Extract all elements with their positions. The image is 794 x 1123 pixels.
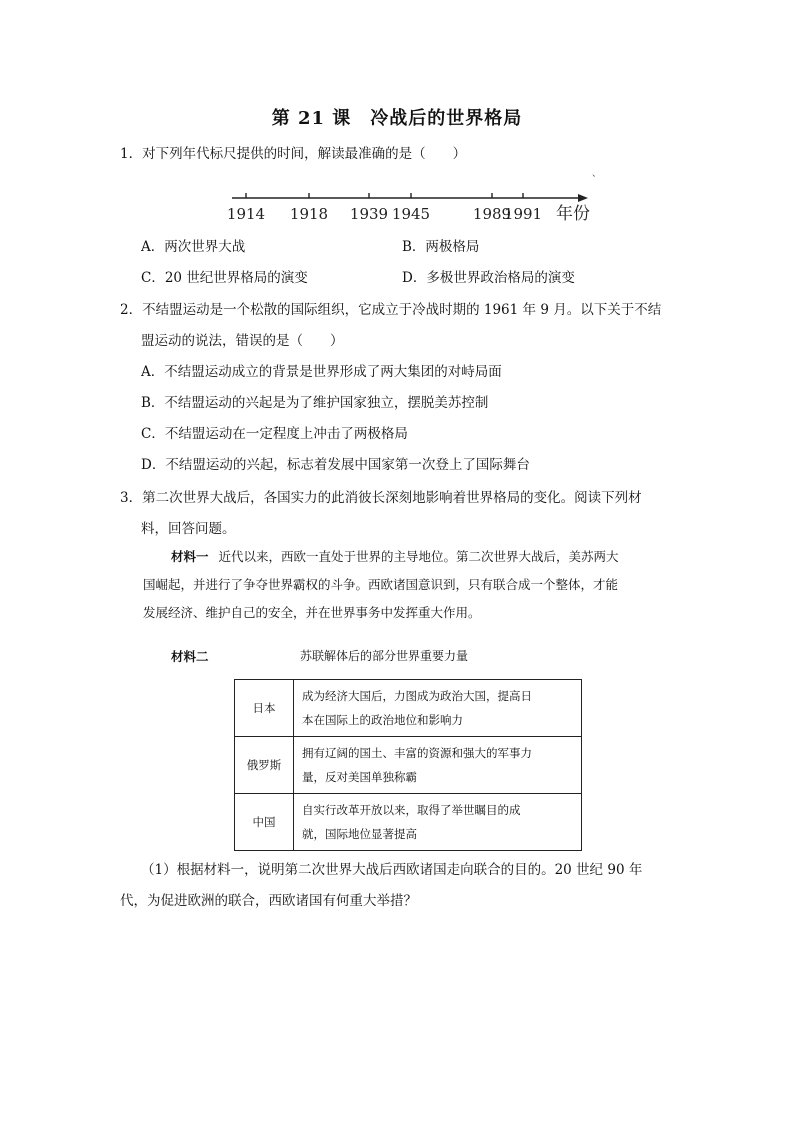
material-one-line1: 近代以来，西欧一直处于世界的主导地位。第二次世界大战后，美苏两大 xyxy=(218,549,619,564)
description-line: 成为经济大国后，力图成为政治大国，提高日 xyxy=(302,689,532,703)
country-cell: 日本 xyxy=(235,680,294,737)
material-two-label: 材料二 xyxy=(171,649,209,664)
page-title: 第 21 课 冷战后的世界格局 xyxy=(271,108,523,129)
country-cell: 俄罗斯 xyxy=(235,737,294,794)
description-line: 量，反对美国单独称霸 xyxy=(302,770,417,784)
description-cell xyxy=(294,680,582,737)
timeline-year-label: 1939 xyxy=(349,205,389,223)
q2-option-c[interactable]: C．不结盟运动在一定程度上冲击了两极格局 xyxy=(141,426,408,442)
timeline-year-label: 1945 xyxy=(391,205,431,223)
q1-option-b[interactable]: B．两极格局 xyxy=(402,239,480,255)
q1-stem: 1．对下列年代标尺提供的时间，解读最准确的是（ ） xyxy=(120,146,467,162)
q1-option-d[interactable]: D．多极世界政治格局的演变 xyxy=(402,270,575,286)
description-line: 自实行改革开放以来，取得了举世瞩目的成 xyxy=(302,803,521,817)
timeline-unit-label: 年份 xyxy=(556,204,590,224)
table-row xyxy=(235,794,582,851)
timeline-arrow xyxy=(578,194,588,202)
timeline-year-label: 1918 xyxy=(289,205,329,223)
material-two-caption: 苏联解体后的部分世界重要力量 xyxy=(300,649,469,663)
description-cell xyxy=(294,794,582,851)
world-powers-table xyxy=(234,679,582,851)
q2-option-b[interactable]: B．不结盟运动的兴起是为了维护国家独立，摆脱美苏控制 xyxy=(141,395,489,411)
material-one-label: 材料一 xyxy=(171,549,209,564)
q2-stem-line2: 盟运动的说法，错误的是（ ） xyxy=(141,333,344,349)
table-row xyxy=(235,737,582,794)
description-line: 本在国际上的政治地位和影响力 xyxy=(302,713,463,727)
table-row xyxy=(235,680,582,737)
q3-sub1-line1: （1）根据材料一，说明第二次世界大战后西欧诸国走向联合的目的。20 世纪 90 年 xyxy=(141,862,643,878)
q2-option-a[interactable]: A．不结盟运动成立的背景是世界形成了两大集团的对峙局面 xyxy=(141,364,502,380)
timeline-year-label: 1989 xyxy=(472,205,512,223)
description-line: 就，国际地位显著提高 xyxy=(302,827,417,841)
q1-option-c[interactable]: C．20 世纪世界格局的演变 xyxy=(141,270,308,286)
description-cell xyxy=(294,737,582,794)
q2-option-d[interactable]: D．不结盟运动的兴起，标志着发展中国家第一次登上了国际舞台 xyxy=(141,457,530,473)
timeline-ruler xyxy=(226,186,596,232)
q3-stem-line1: 3．第二次世界大战后，各国实力的此消彼长深刻地影响着世界格局的变化。阅读下列材 xyxy=(120,490,642,506)
corner-mark: 、 xyxy=(592,169,602,179)
country-cell: 中国 xyxy=(235,794,294,851)
timeline-year-label: 1991 xyxy=(503,205,543,223)
material-one xyxy=(143,543,675,627)
timeline-year-label: 1914 xyxy=(226,205,266,223)
q1-option-a[interactable]: A．两次世界大战 xyxy=(141,239,246,255)
material-one-line2: 国崛起，并进行了争夺世界霸权的斗争。西欧诸国意识到，只有联合成一个整体，才能 xyxy=(143,577,619,592)
q2-stem-line1: 2．不结盟运动是一个松散的国际组织，它成立于冷战时期的 1961 年 9 月。以下关于不结 xyxy=(120,302,662,318)
q3-sub1-line2: 代，为促进欧洲的联合，西欧诸国有何重大举措？ xyxy=(120,893,417,909)
q3-stem-line2: 料，回答问题。 xyxy=(141,521,236,537)
description-line: 拥有辽阔的国土、丰富的资源和强大的军事力 xyxy=(302,746,532,760)
material-one-line3: 发展经济、维护自己的安全，并在世界事务中发挥重大作用。 xyxy=(143,605,481,620)
